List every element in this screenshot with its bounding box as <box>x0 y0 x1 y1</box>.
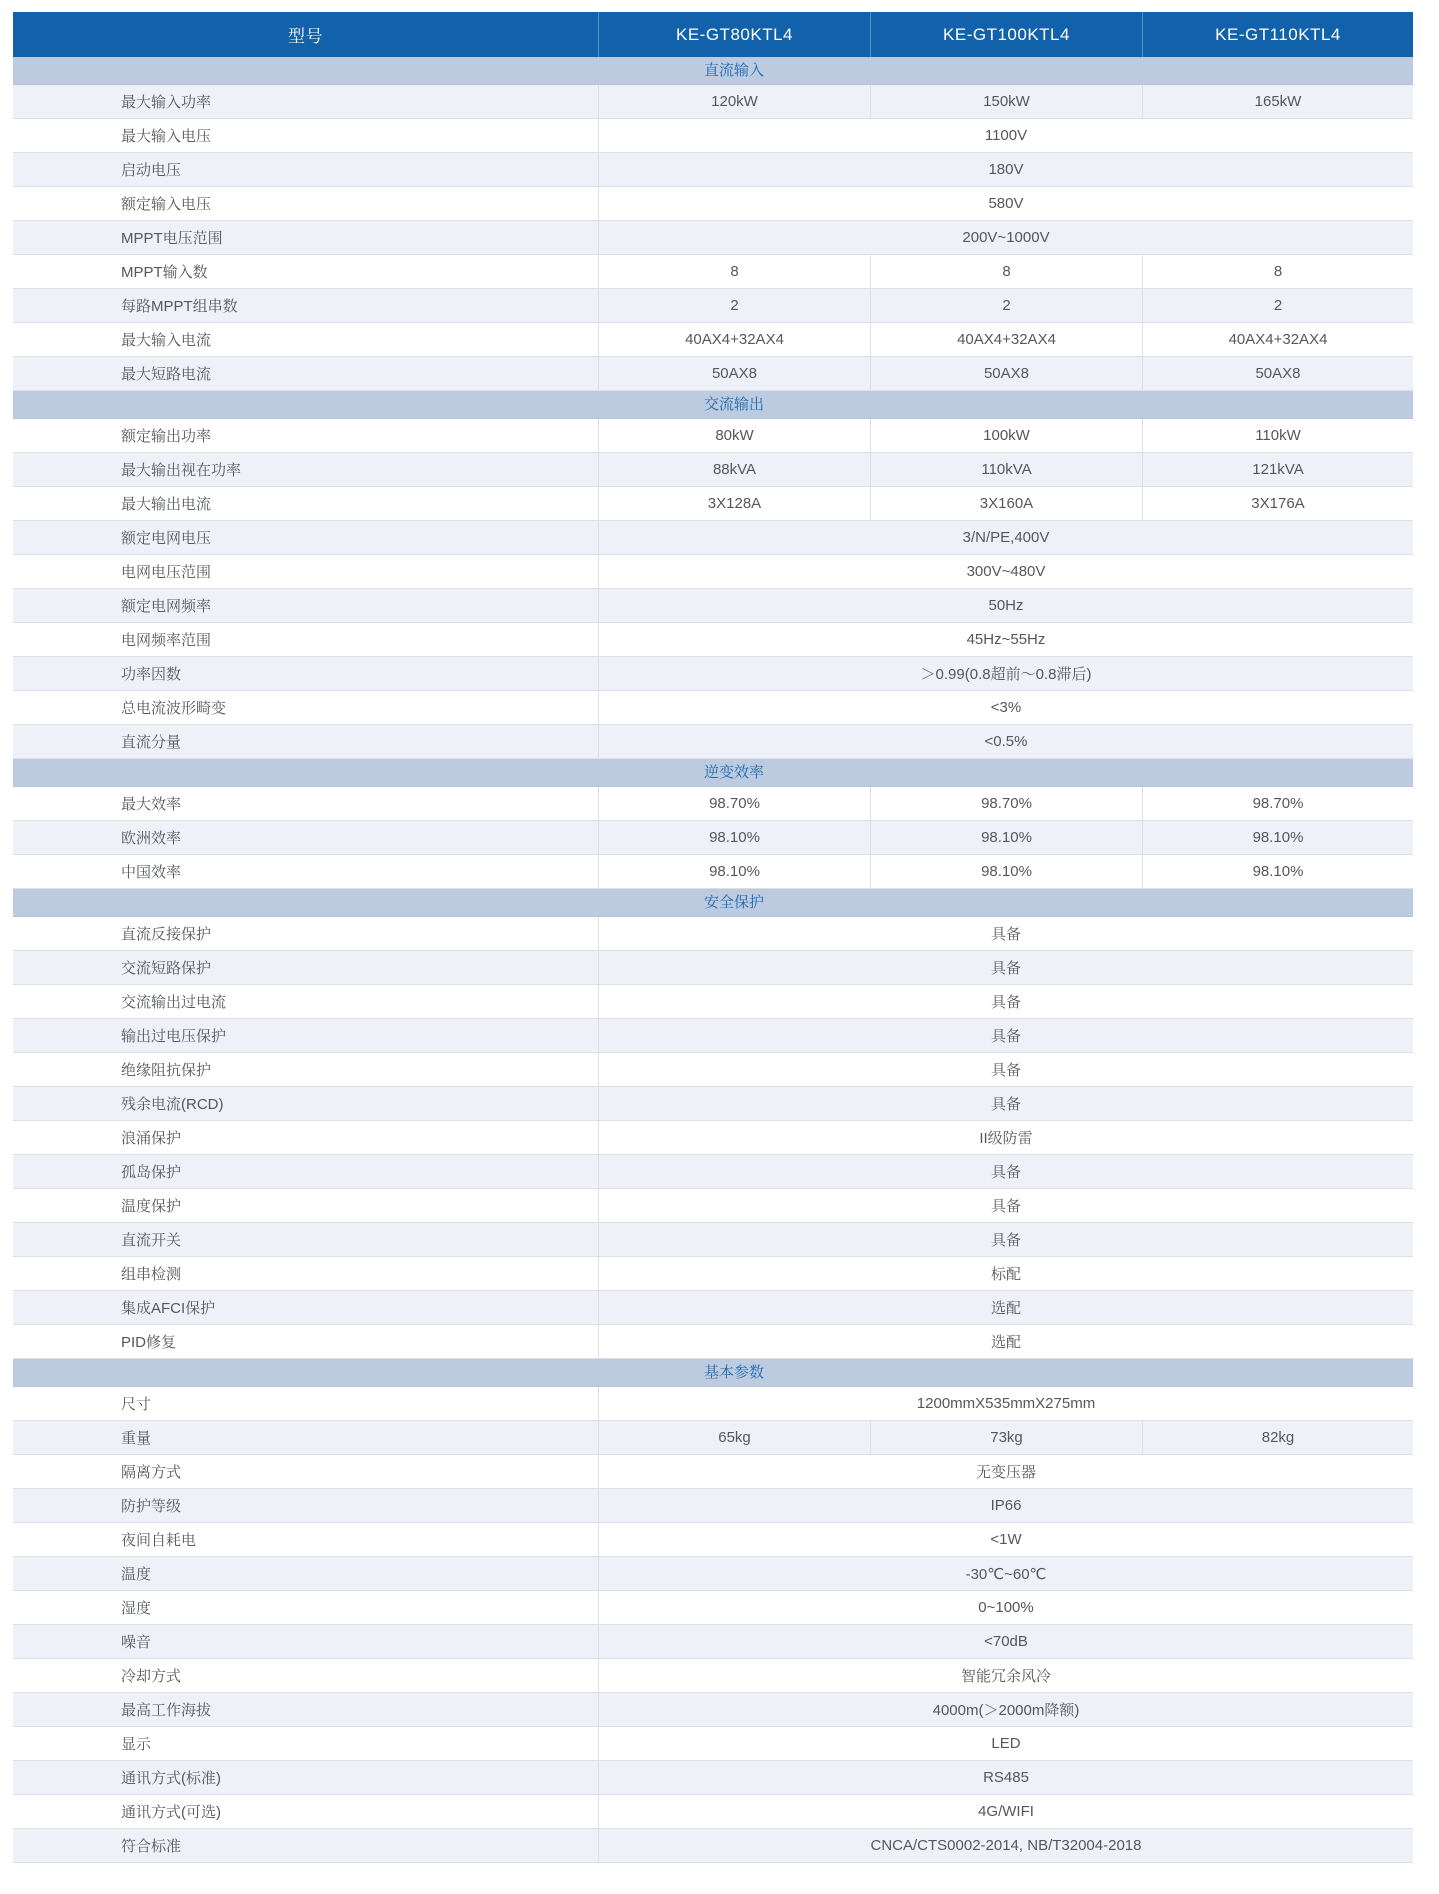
row-label: 欧洲效率 <box>121 830 182 847</box>
row-value-merged: 1200mmX535mmX275mm <box>598 1387 1413 1420</box>
table-row <box>13 1455 1413 1489</box>
row-value-merged: 580V <box>598 187 1413 220</box>
spec-table <box>13 12 1413 1863</box>
section-title: 基本参数 <box>703 1364 764 1381</box>
table-body <box>13 57 1413 1863</box>
table-row <box>13 221 1413 255</box>
row-value: 98.10% <box>598 821 870 854</box>
row-value-merged: 具备 <box>598 917 1413 950</box>
row-label: 额定输入电压 <box>121 196 212 213</box>
row-label: 最大短路电流 <box>121 366 212 383</box>
row-value-merged: 300V~480V <box>598 555 1413 588</box>
row-label: 温度 <box>121 1566 152 1583</box>
table-row <box>13 85 1413 119</box>
row-value: 110kW <box>1142 419 1413 452</box>
row-label: MPPT输入数 <box>121 264 208 281</box>
table-row <box>13 187 1413 221</box>
row-value: 2 <box>870 289 1142 322</box>
row-label: 最大输入电压 <box>121 128 212 145</box>
row-value-merged: <70dB <box>598 1625 1413 1658</box>
table-row <box>13 1087 1413 1121</box>
row-value: 98.10% <box>598 855 870 888</box>
row-label: 额定输出功率 <box>121 428 212 445</box>
row-value: 98.10% <box>870 821 1142 854</box>
header-model-3: KE-GT110KTL4 <box>1142 12 1413 57</box>
row-value-merged: II级防雷 <box>598 1121 1413 1154</box>
table-row <box>13 1223 1413 1257</box>
row-value-merged: <0.5% <box>598 725 1413 758</box>
row-value-merged: 标配 <box>598 1257 1413 1290</box>
row-value-merged: 4G/WIFI <box>598 1795 1413 1828</box>
table-row <box>13 691 1413 725</box>
row-label: 最大输入功率 <box>121 94 212 111</box>
row-value-merged: RS485 <box>598 1761 1413 1794</box>
table-row <box>13 917 1413 951</box>
header-model-1: KE-GT80KTL4 <box>598 12 870 57</box>
row-value: 40AX4+32AX4 <box>598 323 870 356</box>
row-label: 交流短路保护 <box>121 960 212 977</box>
row-value: 40AX4+32AX4 <box>1142 323 1413 356</box>
table-row <box>13 289 1413 323</box>
table-row <box>13 555 1413 589</box>
row-label: 最大输入电流 <box>121 332 212 349</box>
row-label: 总电流波形畸变 <box>121 700 227 717</box>
row-label: 最大效率 <box>121 796 182 813</box>
row-value-merged: 智能冗余风冷 <box>598 1659 1413 1692</box>
row-label: 最大输出视在功率 <box>121 462 242 479</box>
row-label: 符合标准 <box>121 1838 182 1855</box>
table-row <box>13 1795 1413 1829</box>
row-value-merged: 选配 <box>598 1325 1413 1358</box>
row-value-merged: ＞0.99(0.8超前～0.8滞后) <box>598 657 1413 690</box>
row-value-merged: 0~100% <box>598 1591 1413 1624</box>
row-value: 8 <box>870 255 1142 288</box>
row-value: 50AX8 <box>598 357 870 390</box>
table-row <box>13 1053 1413 1087</box>
row-label: 温度保护 <box>121 1198 182 1215</box>
row-value: 98.70% <box>870 787 1142 820</box>
row-label: 组串检测 <box>121 1266 182 1283</box>
row-label: 最高工作海拔 <box>121 1702 212 1719</box>
table-row <box>13 1693 1413 1727</box>
row-label: 通讯方式(可选) <box>121 1804 221 1821</box>
row-value: 8 <box>598 255 870 288</box>
table-row <box>13 657 1413 691</box>
table-row <box>13 1557 1413 1591</box>
row-value: 50AX8 <box>870 357 1142 390</box>
row-label: 重量 <box>121 1430 152 1447</box>
table-row <box>13 1489 1413 1523</box>
row-label: 防护等级 <box>121 1498 182 1515</box>
row-value: 2 <box>598 289 870 322</box>
section-header-1 <box>13 57 1413 85</box>
table-row <box>13 623 1413 657</box>
row-value: 80kW <box>598 419 870 452</box>
header-model-label: 型号 <box>288 27 323 46</box>
table-row <box>13 985 1413 1019</box>
row-value: 3X128A <box>598 487 870 520</box>
table-row <box>13 1523 1413 1557</box>
table-row <box>13 1727 1413 1761</box>
row-label: 最大输出电流 <box>121 496 212 513</box>
row-label: 浪涌保护 <box>121 1130 182 1147</box>
row-value: 2 <box>1142 289 1413 322</box>
table-row <box>13 357 1413 391</box>
row-value-merged: <3% <box>598 691 1413 724</box>
row-label: 交流输出过电流 <box>121 994 227 1011</box>
section-title: 直流输入 <box>703 62 764 79</box>
row-label: 输出过电压保护 <box>121 1028 227 1045</box>
section-header-5 <box>13 1359 1413 1387</box>
row-value: 40AX4+32AX4 <box>870 323 1142 356</box>
row-label: MPPT电压范围 <box>121 230 223 247</box>
row-label: 功率因数 <box>121 666 182 683</box>
row-value-merged: 180V <box>598 153 1413 186</box>
row-value-merged: 具备 <box>598 1223 1413 1256</box>
section-header-2 <box>13 391 1413 419</box>
table-row <box>13 1625 1413 1659</box>
table-row <box>13 1019 1413 1053</box>
row-value: 100kW <box>870 419 1142 452</box>
row-value: 82kg <box>1142 1421 1413 1454</box>
row-value-merged: IP66 <box>598 1489 1413 1522</box>
row-value: 88kVA <box>598 453 870 486</box>
row-value-merged: <1W <box>598 1523 1413 1556</box>
row-value: 98.10% <box>1142 821 1413 854</box>
table-row <box>13 1155 1413 1189</box>
table-row <box>13 153 1413 187</box>
row-label: 噪音 <box>121 1634 152 1651</box>
row-label: 显示 <box>121 1736 152 1753</box>
section-title: 逆变效率 <box>703 764 764 781</box>
row-value-merged: 4000m(＞2000m降额) <box>598 1693 1413 1726</box>
row-value-merged: 50Hz <box>598 589 1413 622</box>
section-header-4 <box>13 889 1413 917</box>
row-value: 121kVA <box>1142 453 1413 486</box>
table-row <box>13 1291 1413 1325</box>
row-label: 电网频率范围 <box>121 632 212 649</box>
row-value: 8 <box>1142 255 1413 288</box>
row-value: 50AX8 <box>1142 357 1413 390</box>
row-value-merged: 3/N/PE,400V <box>598 521 1413 554</box>
row-label: 孤岛保护 <box>121 1164 182 1181</box>
row-value-merged: 无变压器 <box>598 1455 1413 1488</box>
table-row <box>13 1591 1413 1625</box>
row-label: 电网电压范围 <box>121 564 212 581</box>
row-value-merged: LED <box>598 1727 1413 1760</box>
row-label: 集成AFCI保护 <box>121 1300 216 1317</box>
row-value-merged: 具备 <box>598 985 1413 1018</box>
row-label: 通讯方式(标准) <box>121 1770 221 1787</box>
table-row <box>13 1421 1413 1455</box>
table-row <box>13 255 1413 289</box>
table-row <box>13 487 1413 521</box>
row-value: 165kW <box>1142 85 1413 118</box>
row-label: 直流分量 <box>121 734 182 751</box>
row-value-merged: 选配 <box>598 1291 1413 1324</box>
row-label: 每路MPPT组串数 <box>121 298 238 315</box>
row-value: 3X160A <box>870 487 1142 520</box>
row-label: 绝缘阻抗保护 <box>121 1062 212 1079</box>
row-label: 残余电流(RCD) <box>121 1096 224 1113</box>
row-value-merged: 200V~1000V <box>598 221 1413 254</box>
table-row <box>13 453 1413 487</box>
row-label: 湿度 <box>121 1600 152 1617</box>
row-value: 98.70% <box>598 787 870 820</box>
section-title: 交流输出 <box>703 396 764 413</box>
table-row <box>13 821 1413 855</box>
row-value: 3X176A <box>1142 487 1413 520</box>
row-value: 65kg <box>598 1421 870 1454</box>
row-value: 150kW <box>870 85 1142 118</box>
row-label: 尺寸 <box>121 1396 152 1413</box>
row-value-merged: 具备 <box>598 1053 1413 1086</box>
row-label: 隔离方式 <box>121 1464 182 1481</box>
row-value: 73kg <box>870 1421 1142 1454</box>
row-value-merged: 具备 <box>598 951 1413 984</box>
table-row <box>13 419 1413 453</box>
row-value: 110kVA <box>870 453 1142 486</box>
row-value-merged: 具备 <box>598 1155 1413 1188</box>
row-label: 中国效率 <box>121 864 182 881</box>
table-row <box>13 1761 1413 1795</box>
row-label: PID修复 <box>121 1334 177 1351</box>
row-label: 直流反接保护 <box>121 926 212 943</box>
table-row <box>13 855 1413 889</box>
table-row <box>13 1189 1413 1223</box>
row-value-merged: 具备 <box>598 1019 1413 1052</box>
table-row <box>13 725 1413 759</box>
table-row <box>13 1121 1413 1155</box>
table-header-row <box>13 12 1413 57</box>
row-label: 额定电网电压 <box>121 530 212 547</box>
section-title: 安全保护 <box>703 894 764 911</box>
row-value-merged: CNCA/CTS0002-2014, NB/T32004-2018 <box>598 1829 1413 1862</box>
table-row <box>13 1659 1413 1693</box>
table-row <box>13 119 1413 153</box>
row-value: 98.70% <box>1142 787 1413 820</box>
row-label: 启动电压 <box>121 162 182 179</box>
row-value-merged: 具备 <box>598 1189 1413 1222</box>
table-row <box>13 1325 1413 1359</box>
table-row <box>13 589 1413 623</box>
row-value-merged: -30℃~60℃ <box>598 1557 1413 1590</box>
table-row <box>13 787 1413 821</box>
table-row <box>13 1387 1413 1421</box>
section-header-3 <box>13 759 1413 787</box>
header-model-2: KE-GT100KTL4 <box>870 12 1142 57</box>
table-row <box>13 1829 1413 1863</box>
row-value: 120kW <box>598 85 870 118</box>
row-value-merged: 1100V <box>598 119 1413 152</box>
row-label: 夜间自耗电 <box>121 1532 197 1549</box>
row-label: 额定电网频率 <box>121 598 212 615</box>
table-row <box>13 1257 1413 1291</box>
row-value-merged: 具备 <box>598 1087 1413 1120</box>
row-value-merged: 45Hz~55Hz <box>598 623 1413 656</box>
table-row <box>13 521 1413 555</box>
table-row <box>13 951 1413 985</box>
row-label: 直流开关 <box>121 1232 182 1249</box>
row-value: 98.10% <box>870 855 1142 888</box>
row-label: 冷却方式 <box>121 1668 182 1685</box>
row-value: 98.10% <box>1142 855 1413 888</box>
table-row <box>13 323 1413 357</box>
